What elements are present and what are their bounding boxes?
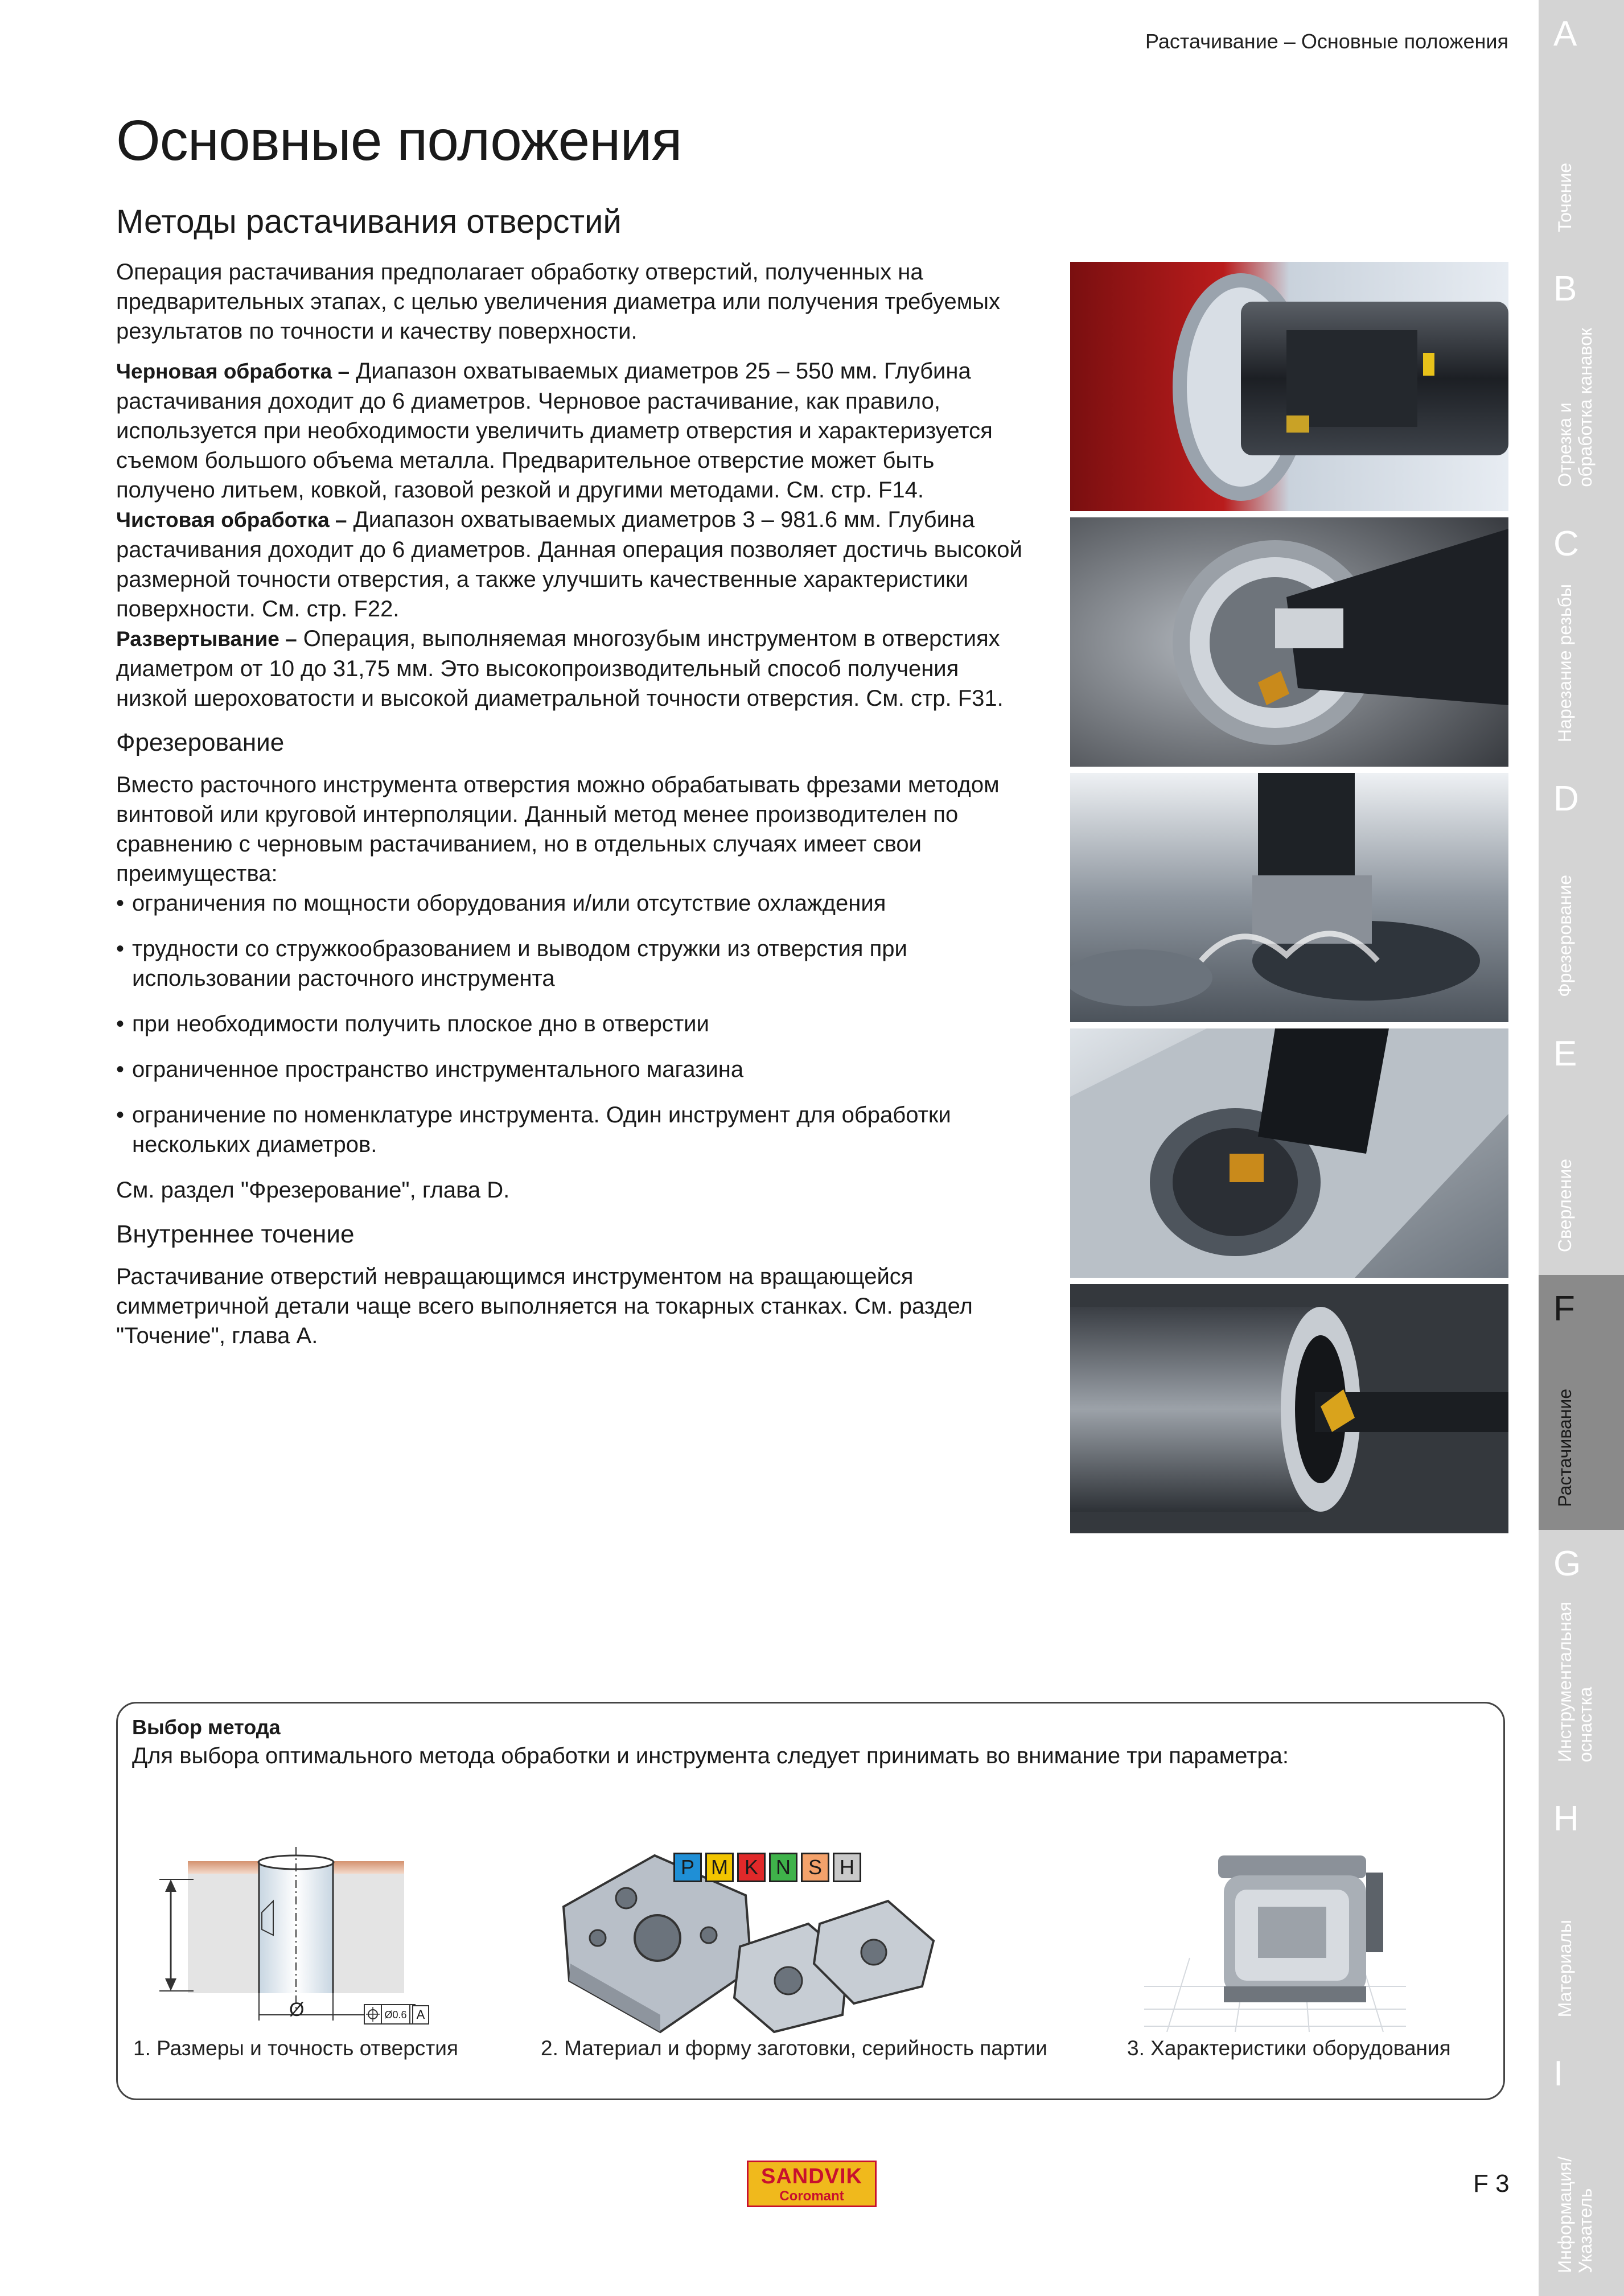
iso-group-s: S — [801, 1853, 829, 1882]
page-number: F 3 — [1473, 2170, 1510, 2198]
datum-box: A — [412, 2005, 429, 2025]
ream-paragraph — [116, 624, 1027, 713]
tab-label: Информация/ Указатель — [1555, 2157, 1596, 2273]
milling-bullet: • ограниченное пространство инструментального магазина — [116, 1055, 1027, 1084]
rough-paragraph — [116, 356, 1027, 505]
photo-milling — [1070, 773, 1508, 1022]
tab-boring[interactable] — [1539, 1275, 1624, 1532]
finish-text: Диапазон охватываемых диаметров 3 – 981.6 мм. Глубина растачивания доходит до 6 диаметров. Данная операция позволяет достичь высокой размерной точности отверстия, а также улучшить качественные характеристики поверхности. См. стр. F22. — [116, 507, 1022, 622]
intro-paragraph: Операция растачивания предполагает обработку отверстий, полученных на предварительных этапах, с целью увеличения диаметра или получения требуемых результатов по точности и качеству поверхности. — [116, 260, 1000, 344]
tab-letter: I — [1553, 2054, 1564, 2093]
tab-grooving[interactable] — [1539, 255, 1624, 512]
tab-label: Растачивание — [1555, 1389, 1575, 1507]
milling-bullet: • ограничения по мощности оборудования и/или отсутствие охлаждения — [116, 888, 1027, 918]
photo-internal-turning — [1070, 1284, 1508, 1533]
diameter-symbol: Ø — [289, 1999, 305, 2021]
tab-letter: A — [1553, 14, 1577, 54]
milling-bullet: • ограничение по номенклатуре инструмента. Один инструмент для обработки нескольких диаметров. — [116, 1100, 1027, 1159]
turning-text: Растачивание отверстий невращающимся инструментом на вращающейся симметричной детали чаще всего выполняется на токарных станках. См. раздел "Точение", глава A. — [116, 1264, 973, 1348]
tab-letter: C — [1553, 524, 1579, 563]
logo-top-text: SANDVIK — [760, 2165, 863, 2188]
finish-paragraph — [116, 505, 1027, 624]
caption-material: 2. Материал и форму заготовки, серийность партии — [541, 2036, 1047, 2060]
photo-column — [1070, 262, 1508, 1540]
caption-hole-size: 1. Размеры и точность отверстия — [133, 2036, 458, 2060]
photo-rough-boring — [1070, 262, 1508, 511]
page-title: Основные положения — [116, 109, 682, 172]
iso-group-k: K — [737, 1853, 766, 1882]
tab-label: Фрезерование — [1555, 875, 1575, 997]
tab-turning[interactable] — [1539, 0, 1624, 257]
tab-letter: H — [1553, 1799, 1579, 1838]
caption-machine: 3. Характеристики оборудования — [1127, 2036, 1451, 2060]
tab-label: Точение — [1555, 163, 1575, 232]
machine-tool-illustration — [1144, 1844, 1406, 2032]
turning-title: Внутреннее точение — [116, 1220, 355, 1248]
tab-label: Материалы — [1555, 1919, 1575, 2017]
tab-materials[interactable] — [1539, 1785, 1624, 2042]
iso-group-m: M — [705, 1853, 734, 1882]
milling-intro: Вместо расточного инструмента отверстия можно обрабатывать фрезами методом винтовой или круговой интерполяции. Данный метод менее производителен по сравнению с черновым растачиванием, но в отдельных случаях имеет свои преимущества: — [116, 772, 1000, 886]
method-box-description: Для выбора оптимального метода обработки и инструмента следует принимать во внимание три параметра: — [132, 1743, 1289, 1768]
main-text — [116, 257, 1027, 1361]
tab-milling[interactable] — [1539, 765, 1624, 1022]
ream-label: Развертывание – — [116, 627, 297, 651]
tab-letter: F — [1553, 1289, 1575, 1328]
tab-label: Инструментальная оснастка — [1555, 1601, 1596, 1762]
method-box-title: Выбор метода — [132, 1715, 281, 1739]
milling-see-also: См. раздел "Фрезерование", глава D. — [116, 1178, 510, 1203]
hole-dimension-diagram — [142, 1844, 416, 2038]
tab-letter: B — [1553, 269, 1577, 308]
tab-label: Отрезка и обработка канавок — [1555, 328, 1596, 487]
logo-bottom-text: Coromant — [779, 2188, 844, 2204]
iso-group-h: H — [833, 1853, 861, 1882]
photo-drilling — [1070, 1028, 1508, 1278]
tab-info-index[interactable] — [1539, 2040, 1624, 2296]
tab-drilling[interactable] — [1539, 1020, 1624, 1277]
milling-bullet: • трудности со стружкообразованием и выводом стружки из отверстия при использовании расточного инструмента — [116, 934, 1027, 993]
tab-label: Нарезание резьбы — [1555, 583, 1575, 742]
chapter-sidebar — [1539, 0, 1624, 2296]
iso-group-p: P — [673, 1853, 702, 1882]
milling-title: Фрезерование — [116, 729, 285, 756]
ream-text: Операция, выполняемая многозубым инструментом в отверстиях диаметром от 10 до 31,75 мм. Это высокопроизводительный способ получения низкой шероховатости и высокой диаметральной точности отверстия. См. стр. F31. — [116, 626, 1004, 711]
milling-bullet: • при необходимости получить плоское дно в отверстии — [116, 1009, 1027, 1039]
running-header: Растачивание – Основные положения — [1145, 30, 1508, 53]
tab-label: Сверление — [1555, 1158, 1575, 1252]
iso-material-groups — [673, 1853, 861, 1882]
photo-finish-boring — [1070, 517, 1508, 767]
iso-group-n: N — [769, 1853, 797, 1882]
rough-label: Черновая обработка – — [116, 360, 350, 383]
tab-letter: D — [1553, 779, 1579, 818]
tab-threading[interactable] — [1539, 510, 1624, 767]
rough-text: Диапазон охватываемых диаметров 25 – 550 мм. Глубина растачивания доходит до 6 диаметров. Черновое растачивание, как правило, используется при необходимости увеличить диаметр отверстия и характеризуется съемом большого объема металла. Предварительное отверстие может быть получено литьем, ковкой, газовой резкой и другими методами. См. стр. F14. — [116, 359, 993, 503]
section-title: Методы растачивания отверстий — [116, 203, 622, 240]
tab-letter: E — [1553, 1034, 1577, 1073]
tab-tooling[interactable] — [1539, 1530, 1624, 1787]
tab-letter: G — [1553, 1544, 1581, 1583]
finish-label: Чистовая обработка – — [116, 508, 347, 532]
tolerance-value: Ø0.6 — [384, 2009, 407, 2021]
sandvik-logo — [747, 2161, 877, 2207]
